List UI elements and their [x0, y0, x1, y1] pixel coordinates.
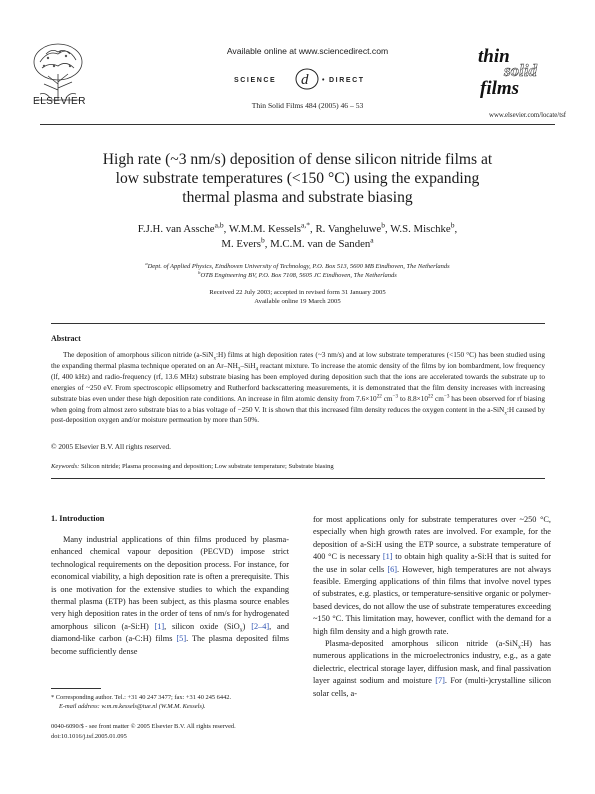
affiliations	[60, 262, 535, 280]
affiliation-text: OTB Engineering BV, P.O. Box 7108, 5605 JC Eindhoven, The Netherlands	[200, 272, 397, 279]
svg-text:d: d	[301, 72, 309, 88]
affiliation-text: Dept. of Applied Physics, Eindhoven University of Technology, P.O. Box 513, 5600 MB Eindhoven, The Netherlands	[147, 263, 450, 270]
paragraph: Plasma-deposited amorphous silicon nitride (a-SiN$_x$:H) has numerous applications in the microelectronics industry, e.g., as a gate dielectric, electrical storage layer, diffusion mask, and final passivation layer against sodium and moisture [7]. For (multi-)crystalline silicon solar cells, a-	[313, 639, 552, 698]
sciencedirect-logo[interactable]	[232, 66, 382, 92]
footnote-rule	[51, 688, 101, 689]
abstract-heading: Abstract	[51, 334, 81, 343]
author-affiliation-mark: b	[450, 220, 455, 230]
title-line: low substrate temperatures (<150 °C) using the expanding	[115, 170, 480, 187]
available-online-date: Available online 19 March 2005	[254, 298, 341, 305]
title-line: High rate (~3 nm/s) deposition of dense silicon nitride films at	[102, 151, 493, 168]
right-column	[313, 514, 551, 700]
issn-line: 0040-6090/$ - see front matter © 2005 Elsevier B.V. All rights reserved.	[51, 723, 236, 730]
paragraph: Many industrial applications of thin films produced by plasma-enhanced chemical vapour deposition (PECVD) impose strict technological requirements on the deposition process. For instance, for economical viability, a high deposition rate is often a prerequisite. This is one motivation for the extensive studies to which the expanding thermal plasma (ETP) has been subject, as this plasma source enables very high deposition rates in the order of tens of nm/s for hydrogenated amorphous silicon (a-Si:H) [1], silicon oxide (SiO$_x$) [2–4], and diamond-like carbon (a-C:H) films [5]. The plasma deposited films become sufficiently dense	[51, 535, 289, 656]
author-affiliation-mark: a,*	[301, 220, 311, 230]
received-date: Received 22 July 2003; accepted in revised form 31 January 2005	[209, 289, 386, 296]
email-address[interactable]: E-mail address: w.m.m.kessels@tue.nl (W.M.M. Kessels).	[59, 703, 206, 710]
citation-link[interactable]: [2–4]	[251, 621, 270, 631]
journal-homepage-link[interactable]: www.elsevier.com/locate/tsf	[489, 112, 566, 119]
author-name[interactable]: F.J.H. van Assche	[137, 223, 215, 235]
elsevier-tree-logo	[28, 40, 88, 104]
title-line: thermal plasma and substrate biasing	[182, 189, 413, 206]
author-affiliation-mark: a	[370, 234, 374, 244]
journal-reference: Thin Solid Films 484 (2005) 46 – 53	[251, 101, 364, 110]
citation-link[interactable]: [6]	[387, 564, 397, 574]
citation-link[interactable]: [1]	[382, 552, 393, 562]
affiliation-mark: b	[198, 269, 201, 275]
thin-solid-films-logo	[470, 44, 560, 102]
sciencedirect-right: DIRECT	[329, 77, 365, 84]
keywords	[51, 462, 545, 472]
section-heading-introduction: 1. Introduction	[51, 514, 105, 523]
author-name[interactable]: W.M.M. Kessels	[228, 223, 302, 235]
paragraph: for most applications only for substrate temperatures over ~250 °C, especially when high growth rates are involved. For example, for the deposition of a-Si:H using the ETP source, a substrate temperature of 400 °C is necessary [1] to obtain high quality a-Si:H that is suited for the use in solar cells [6]. However, high temperatures are not always feasible. Emerging applications of thin films that involve novel types of substrates, e.g. plastics, or temperature-sensitive organic or polymer-based devices, do not allow the use of substrate temperatures exceeding ~150 °C. This limitation may, however, conflict with the demand for a high film density and a high growth rate.	[313, 515, 551, 636]
doi-link[interactable]: doi:10.1016/j.tsf.2005.01.095	[51, 732, 127, 740]
keywords-list: Silicon nitride; Plasma processing and deposition; Low substrate temperature; Substrate biasing	[80, 463, 334, 470]
article-history	[60, 288, 535, 306]
abstract-body: The deposition of amorphous silicon nitride (a-SiN$_x$:H) films at high deposition rates (~3 nm/s) and at low substrate temperatures (<150 °C) has been studied using the expanding thermal plasma technique operated on an $Ar-NH_3-SiH_4$ reactant mixture. To increase the atomic density of the films by ion bombardment, low frequency (lf, 400 kHz) and radio-frequency (rf, 13.6 MHz) substrate biasing has been employed during deposition such that the ions are accelerated towards the substrate up to energies of ~250 eV. From spectroscopic ellipsometry and Rutherford backscattering measurements, it is demonstrated that the film density increases with increasing substrate bias even under these high deposition rate conditions. An increase in film atomic density from $7.6\times 10^{22}$ $cm^{-3}$ to $8.8\times 10^{22}$ $cm^{-3}$ has been observed for rf biasing when going from almost zero substrate bias to a bias voltage of −250 V. It is shown that this increased film density reduces the oxygen content in the a-SiN$_x$:H caused by post-deposition oxygen and/or moisture permeation by more than 50%.	[51, 350, 546, 425]
citation-link[interactable]: [5]	[176, 634, 187, 644]
author-name[interactable]: W.S. Mischke	[390, 223, 451, 235]
sciencedirect-left: SCIENCE	[234, 77, 277, 84]
left-column	[51, 534, 289, 658]
article-title	[40, 150, 555, 207]
corresponding-author-footnote	[51, 693, 289, 711]
corresponding-author: * Corresponding author. Tel.: +31 40 247 3477; fax: +31 40 245 6442.	[51, 694, 232, 701]
publisher-name: ELSEVIER	[33, 96, 86, 107]
affiliation-mark: a	[145, 260, 148, 266]
author-list: F.J.H. van Assche$^{a,b}$, W.M.M. Kessels$^{a,*}$, R. Vangheluwe$^b$, W.S. Mischke$^b$, M. Evers$^b$, M.C.M. van de Sanden$^a$	[137, 220, 458, 250]
keywords-label: Keywords:	[51, 463, 80, 470]
journal-logo-word: thin	[478, 46, 510, 67]
available-online-line[interactable]: Available online at www.sciencedirect.com	[226, 46, 389, 56]
author-name[interactable]: M.C.M. van de Sanden	[270, 237, 371, 250]
journal-logo-word: solid	[504, 61, 538, 80]
header-rule	[40, 124, 555, 125]
sciencedirect-dot: •	[322, 77, 327, 84]
abstract-copyright: © 2005 Elsevier B.V. All rights reserved.	[51, 442, 171, 451]
author-affiliation-mark: a,b	[214, 220, 224, 230]
author-affiliation-mark: b	[381, 220, 385, 230]
abstract-bottom-rule	[51, 478, 545, 479]
author-name[interactable]: R. Vangheluwe	[315, 223, 382, 235]
author-affiliation-mark: b	[260, 234, 265, 244]
author-name[interactable]: M. Evers	[221, 237, 261, 250]
citation-link[interactable]: [7]	[435, 676, 445, 686]
issn-doi-block	[51, 722, 289, 741]
abstract-top-rule	[51, 323, 545, 324]
citation-link[interactable]: [1]	[154, 621, 165, 631]
journal-logo-word: films	[480, 78, 520, 99]
